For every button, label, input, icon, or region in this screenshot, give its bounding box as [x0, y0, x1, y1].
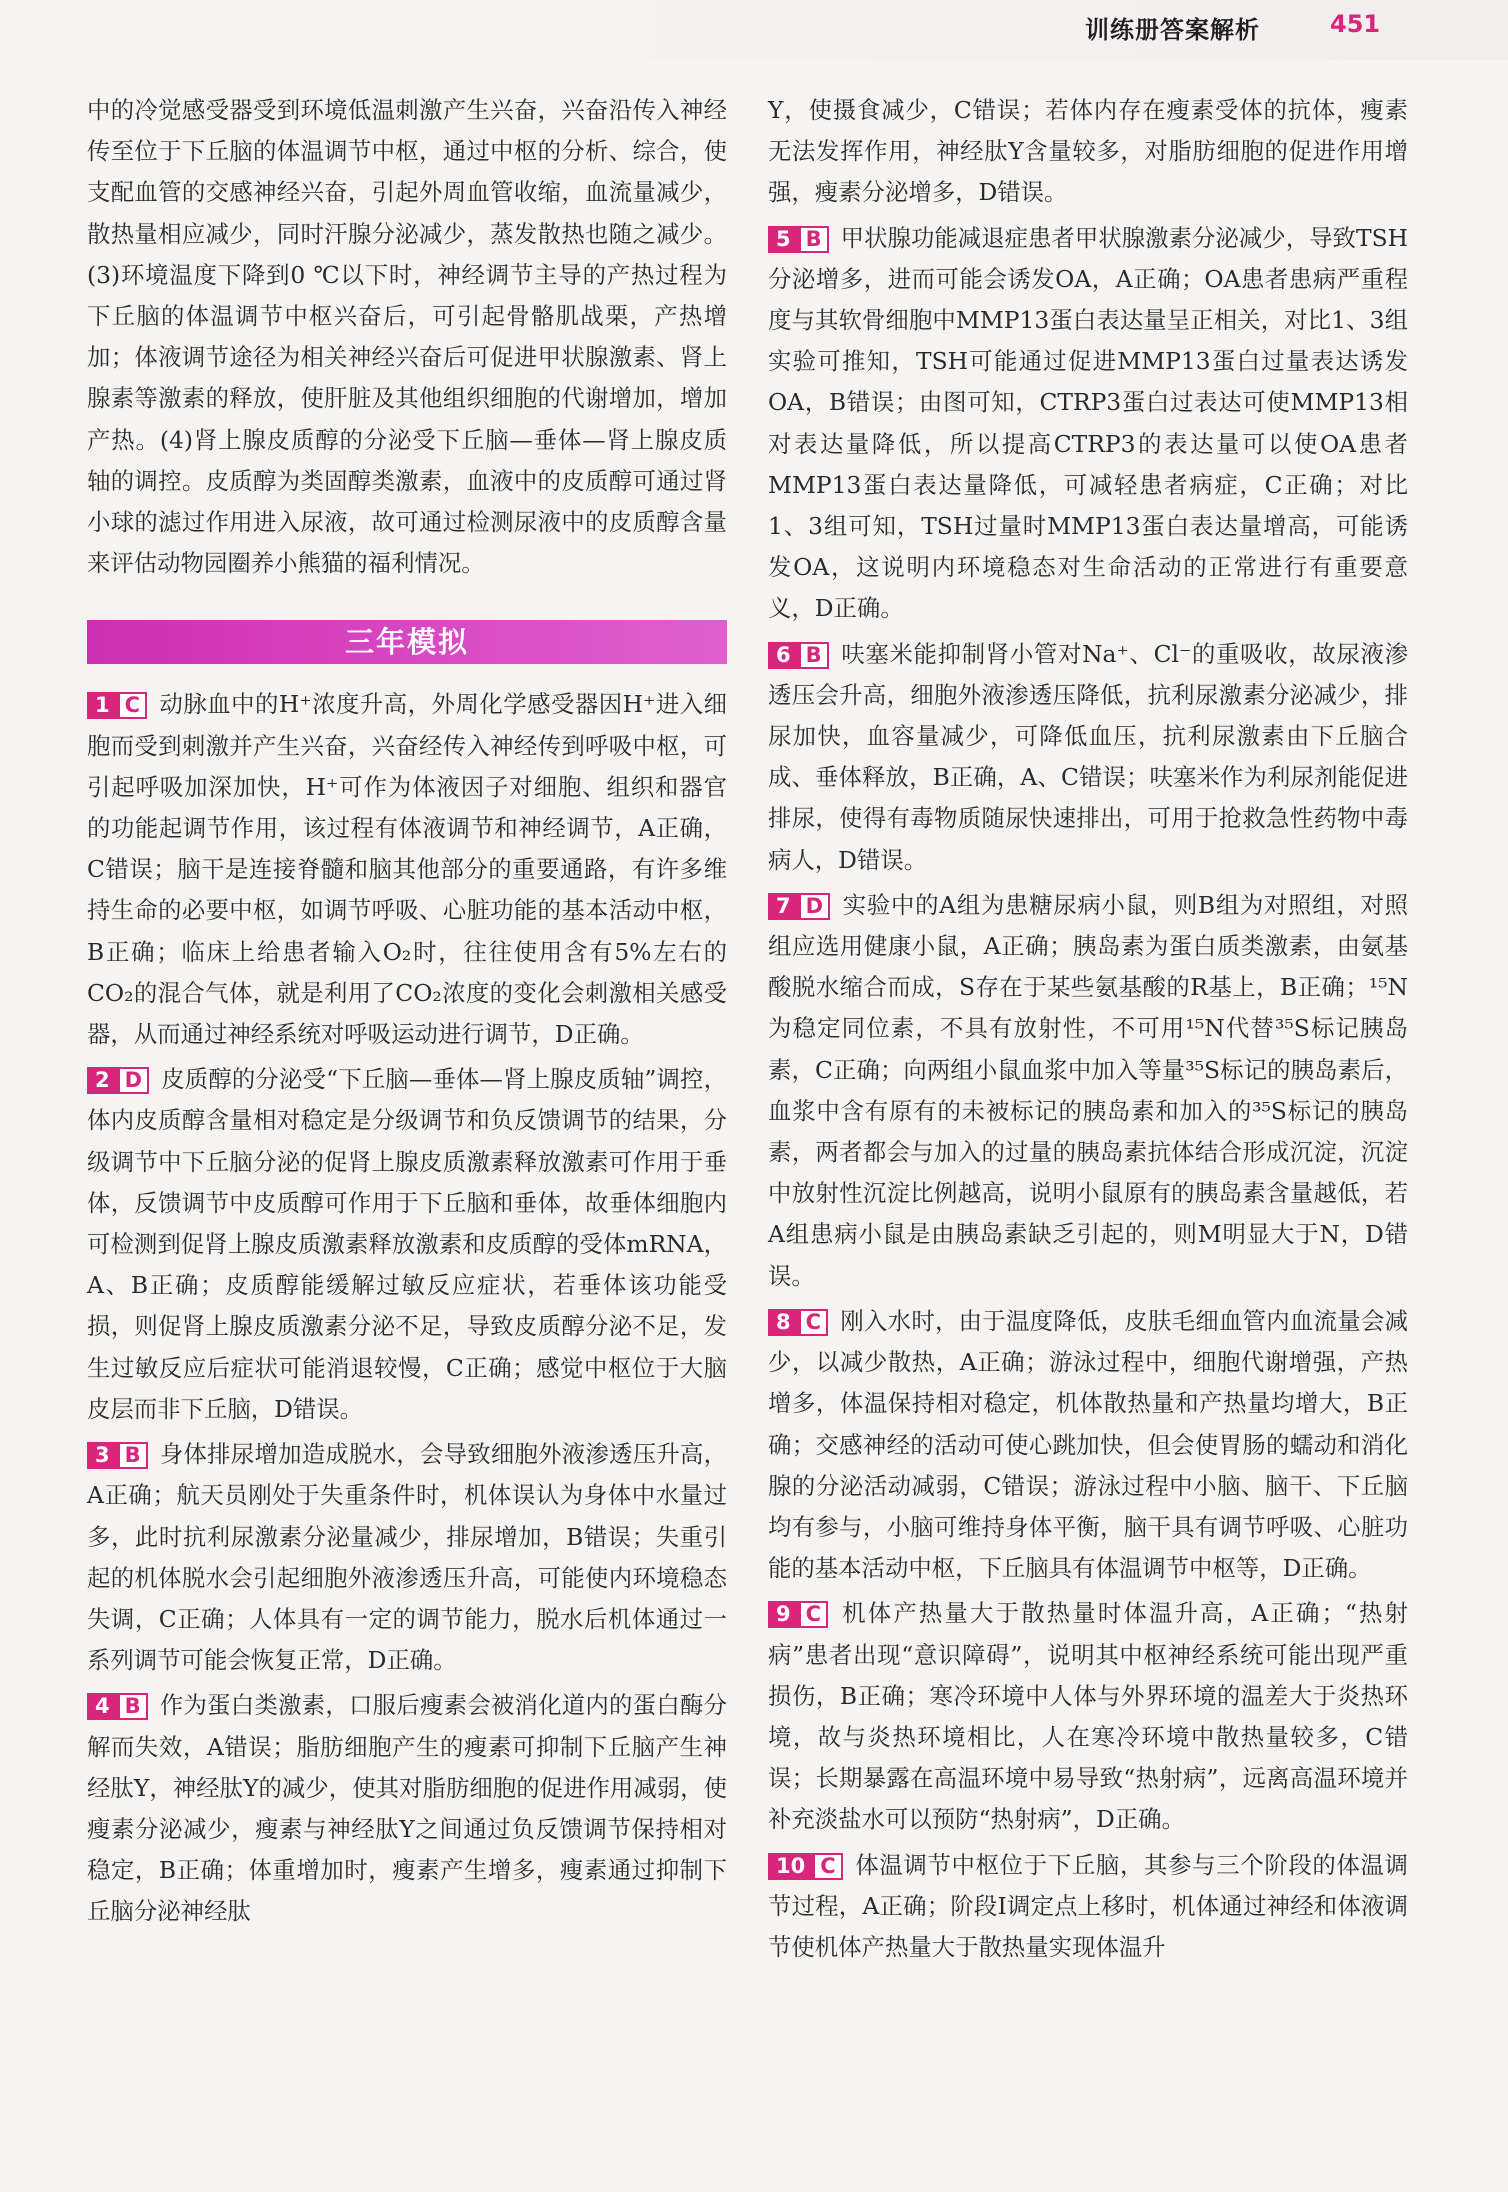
answer-item-8	[768, 1301, 1408, 1589]
answer-item-4	[87, 1685, 727, 1932]
explanation-text: 身体排尿增加造成脱水，会导致细胞外液渗透压升高，A正确；航天员刚处于失重条件时，机体误认为身体中水量过多，此时抗利尿激素分泌量减少，排尿增加，B错误；失重引起的机体脱水会引起细胞外液渗透压升高，可能使内环境稳态失调，C正确；人体具有一定的调节能力，脱水后机体通过一系列调节可能会恢复正常，D正确。	[87, 1440, 727, 1675]
answer-letter: B	[799, 642, 829, 669]
explanation-text: 实验中的A组为患糖尿病小鼠，则B组为对照组，对照组应选用健康小鼠，A正确；胰岛素为蛋白质类激素，由氨基酸脱水缩合而成，S存在于某些氨基酸的R基上，B正确；¹⁵N为稳定同位素，不具有放射性，不可用¹⁵N代替³⁵S标记胰岛素，C正确；向两组小鼠血浆中加入等量³⁵S标记的胰岛素后，血浆中含有原有的未被标记的胰岛素和加入的³⁵S标记的胰岛素，两者都会与加入的过量的胰岛素抗体结合形成沉淀，沉淀中放射性沉淀比例越高，说明小鼠原有的胰岛素含量越低，若A组患病小鼠是由胰岛素缺乏引起的，则M明显大于N，D错误。	[768, 890, 1408, 1290]
explanation-text: 皮质醇的分泌受“下丘脑—垂体—肾上腺皮质轴”调控，体内皮质醇含量相对稳定是分级调节和负反馈调节的结果，分级调节中下丘脑分泌的促肾上腺皮质激素释放激素可作用于垂体，反馈调节中皮质醇可作用于下丘脑和垂体，故垂体细胞内可检测到促肾上腺皮质激素释放激素和皮质醇的受体mRNA，A、B正确；皮质醇能缓解过敏反应症状，若垂体该功能受损，则促肾上腺皮质激素分泌不足，导致皮质醇分泌不足，发生过敏反应后症状可能消退较慢，C正确；感觉中枢位于大脑皮层而非下丘脑，D错误。	[87, 1065, 727, 1423]
section-title: 三年模拟	[87, 620, 727, 664]
header-band	[0, 0, 1508, 60]
answer-item-3	[87, 1434, 727, 1681]
answer-item-10	[768, 1845, 1408, 1969]
question-number: 6	[768, 642, 799, 669]
answer-letter: B	[799, 226, 829, 253]
answer-tag	[768, 1853, 843, 1880]
header-title: 训练册答案解析	[1085, 16, 1260, 44]
right-column	[768, 90, 1408, 1968]
continuation-paragraph: Y，使摄食减少，C错误；若体内存在瘦素受体的抗体，瘦素无法发挥作用，神经肽Y含量较多，对脂肪细胞的促进作用增强，瘦素分泌增多，D错误。	[768, 96, 1408, 207]
explanation-text: 体温调节中枢位于下丘脑，其参与三个阶段的体温调节过程，A正确；阶段Ⅰ调定点上移时，机体通过神经和体液调节使机体产热量大于散热量实现体温升	[768, 1850, 1408, 1961]
explanation-text: 呋塞米能抑制肾小管对Na⁺、Cl⁻的重吸收，故尿液渗透压会升高，细胞外液渗透压降低，抗利尿激素分泌减少，排尿加快，血容量减少，可降低血压，抗利尿激素由下丘脑合成、垂体释放，B正确，A、C错误；呋塞米作为利尿剂能促进排尿，使得有毒物质随尿快速排出，可用于抢救急性药物中毒病人，D错误。	[768, 639, 1408, 874]
answer-tag	[768, 893, 830, 920]
explanation-text: 作为蛋白类激素，口服后瘦素会被消化道内的蛋白酶分解而失效，A错误；脂肪细胞产生的瘦素可抑制下丘脑产生神经肽Y，神经肽Y的减少，使其对脂肪细胞的促进作用减弱，使瘦素分泌减少，瘦素与神经肽Y之间通过负反馈调节保持相对稳定，B正确；体重增加时，瘦素产生增多，瘦素通过抑制下丘脑分泌神经肽	[87, 1691, 727, 1926]
explanation-text: 刚入水时，由于温度降低，皮肤毛细血管内血流量会减少，以减少散热，A正确；游泳过程中，细胞代谢增强，产热增多，体温保持相对稳定，机体散热量和产热量均增大，B正确；交感神经的活动可使心跳加快，但会使胃肠的蠕动和消化腺的分泌活动减弱，C错误；游泳过程中小脑、脑干、下丘脑均有参与，小脑可维持身体平衡，脑干具有调节呼吸、心脏功能的基本活动中枢，下丘脑具有体温调节中枢等，D正确。	[768, 1306, 1408, 1583]
answer-item-5	[768, 218, 1408, 630]
question-number: 3	[87, 1442, 118, 1469]
answer-item-2	[87, 1059, 727, 1430]
answer-letter: C	[799, 1309, 828, 1336]
answer-tag	[768, 226, 829, 253]
answer-letter: B	[118, 1442, 148, 1469]
answer-tag	[87, 692, 147, 719]
answer-letter: D	[118, 1067, 149, 1094]
continuation-paragraph: 中的冷觉感受器受到环境低温刺激产生兴奋，兴奋沿传入神经传至位于下丘脑的体温调节中枢，通过中枢的分析、综合，使支配血管的交感神经兴奋，引起外周血管收缩，血流量减少，散热量相应减少，同时汗腺分泌减少，蒸发散热也随之减少。(3)环境温度下降到0 ℃以下时，神经调节主导的产热过程为下丘脑的体温调节中枢兴奋后，可引起骨骼肌战栗，产热增加；体液调节途径为相关神经兴奋后可促进甲状腺激素、肾上腺素等激素的释放，使肝脏及其他组织细胞的代谢增加，增加产热。(4)肾上腺皮质醇的分泌受下丘脑—垂体—肾上腺皮质轴的调控。皮质醇为类固醇类激素，血液中的皮质醇可通过肾小球的滤过作用进入尿液，故可通过检测尿液中的皮质醇含量来评估动物园圈养小熊猫的福利情况。	[87, 96, 727, 578]
page-header	[0, 0, 1508, 70]
page-number: 451	[1330, 10, 1381, 38]
answer-letter: B	[118, 1693, 148, 1720]
answer-item-7	[768, 885, 1408, 1297]
answer-tag	[87, 1067, 149, 1094]
question-number: 1	[87, 692, 118, 719]
explanation-text: 机体产热量大于散热量时体温升高，A正确；“热射病”患者出现“意识障碍”，说明其中枢神经系统可能出现严重损伤，B正确；寒冷环境中人体与外界环境的温差大于炎热环境，故与炎热环境相比，人在寒冷环境中散热量较多，C错误；长期暴露在高温环境中易导致“热射病”，远离高温环境并补充淡盐水可以预防“热射病”，D正确。	[768, 1599, 1408, 1834]
left-column	[87, 90, 727, 1933]
explanation-text: 甲状腺功能减退症患者甲状腺激素分泌减少，导致TSH分泌增多，进而可能会诱发OA，A正确；OA患者患病严重程度与其软骨细胞中MMP13蛋白表达量呈正相关，对比1、3组实验可推知，TSH可能通过促进MMP13蛋白过量表达诱发OA，B错误；由图可知，CTRP3蛋白过表达可使MMP13相对表达量降低，所以提高CTRP3的表达量可以使OA患者MMP13蛋白表达量降低，可减轻患者病症，C正确；对比1、3组可知，TSH过量时MMP13蛋白表达量增高，可能诱发OA，这说明内环境稳态对生命活动的正常进行有重要意义，D正确。	[768, 223, 1408, 623]
question-number: 5	[768, 226, 799, 253]
answer-item-6	[768, 634, 1408, 881]
question-number: 4	[87, 1693, 118, 1720]
question-number: 2	[87, 1067, 118, 1094]
answer-item-1	[87, 684, 727, 1055]
answer-letter: C	[118, 692, 147, 719]
answer-item-9	[768, 1593, 1408, 1840]
answer-tag	[768, 1601, 828, 1628]
explanation-text: 动脉血中的H⁺浓度升高，外周化学感受器因H⁺进入细胞而受到刺激并产生兴奋，兴奋经传入神经传到呼吸中枢，可引起呼吸加深加快，H⁺可作为体液因子对细胞、组织和器官的功能起调节作用，该过程有体液调节和神经调节，A正确，C错误；脑干是连接脊髓和脑其他部分的重要通路，有许多维持生命的必要中枢，如调节呼吸、心脏功能的基本活动中枢，B正确；临床上给患者输入O₂时，往往使用含有5%左右的CO₂的混合气体，就是利用了CO₂浓度的变化会刺激相关感受器，从而通过神经系统对呼吸运动进行调节，D正确。	[87, 690, 727, 1049]
answer-tag	[768, 642, 829, 669]
answer-tag	[87, 1442, 148, 1469]
question-number: 9	[768, 1601, 799, 1628]
question-number: 7	[768, 893, 799, 920]
answer-letter: D	[799, 893, 830, 920]
question-number: 10	[768, 1853, 813, 1880]
answer-letter: C	[799, 1601, 828, 1628]
answer-tag	[87, 1693, 148, 1720]
question-number: 8	[768, 1309, 799, 1336]
answer-letter: C	[813, 1853, 842, 1880]
answer-tag	[768, 1309, 828, 1336]
